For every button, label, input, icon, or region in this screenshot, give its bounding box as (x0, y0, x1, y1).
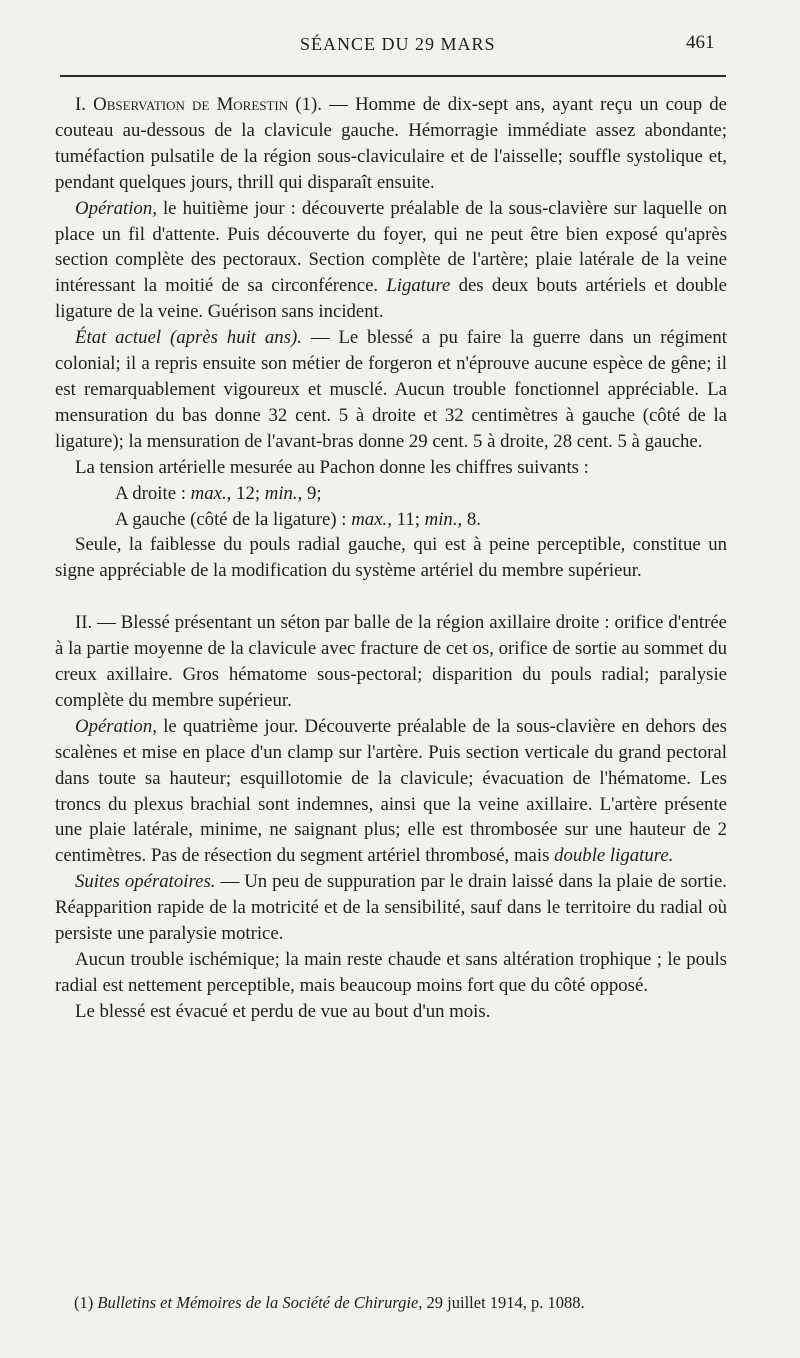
case2-operation-end: double ligature. (554, 845, 674, 867)
case2-suites (55, 869, 727, 947)
case2-evacuated: Le blessé est évacué et perdu de vue au bout d'un mois. (75, 1000, 491, 1022)
case1-operation-label: Opération, (75, 197, 157, 219)
section-gap (55, 584, 727, 610)
left-label: A gauche (côté de la ligature) : (115, 508, 347, 530)
left-min-value: 8. (466, 508, 481, 530)
case1-state (55, 325, 727, 455)
right-label: A droite : (115, 482, 186, 504)
page-number: 461 (686, 32, 715, 53)
header-rule (60, 75, 726, 77)
body-text (55, 92, 727, 1025)
case2-suites-text: — Un peu de suppuration par le drain laissé dans la plaie de sortie. Réapparition rapide de la motricité et de la sensibilité, sauf dans le territoire du radial où persiste une paralysie motrice. (55, 871, 728, 945)
footnote-marker: (1) (74, 1293, 94, 1312)
right-min-label: min., (264, 482, 303, 504)
right-max-label: max., (190, 482, 232, 504)
left-min-label: min., (424, 508, 463, 530)
case1-intro-text: — Homme de dix-sept ans, ayant reçu un coup de couteau au-dessous de la clavicule gauche. Hémorragie immédiate assez abondante; tuméfaction pulsatile de la région sous-claviculaire et de l'aisselle; souffle systolique et, pendant quelques jours, thrill qui disparaît ensuite. (55, 94, 727, 193)
case1-tension-intro: La tension artérielle mesurée au Pachon donne les chiffres suivants : (75, 456, 589, 478)
footnote (74, 1292, 734, 1314)
case1-footnote-ref: (1). (295, 94, 322, 115)
case1-tension-right (55, 481, 727, 507)
left-max-value: 11; (396, 508, 420, 530)
case1-state-label: État actuel (75, 327, 162, 349)
case2-suites-label: Suites opératoires. (75, 871, 216, 893)
case1-operation-text-2: des deux bouts artériels et double ligature de la veine. Guérison sans incident. (55, 275, 727, 323)
case1-conclusion: Seule, la faiblesse du pouls radial gauche, qui est à peine perceptible, constitue un signe appréciable de la modification du système artériel du membre supérieur. (55, 534, 727, 582)
case1-tension-left (55, 507, 727, 533)
case2-operation-text: le quatrième jour. Découverte préalable de la sous-clavière en dehors des scalènes et mise en place d'un clamp sur l'artère. Puis section verticale du grand pectoral dans toute sa hauteur; esquillotomie de la clavicule; évacuation de l'hématome. Les troncs du plexus brachial sont indemnes, ainsi que la veine axillaire. L'artère présente une plaie latérale, minime, ne saignant plus; elle est thrombosée sur une hauteur de 2 centimètres. Pas de résection du segment artériel thrombosé, mais (55, 715, 727, 867)
running-head (0, 30, 800, 60)
case1-heading-num: I. (75, 94, 86, 115)
right-min-value: 9; (307, 482, 322, 504)
footnote-details: 29 juillet 1914, p. 1088. (426, 1293, 585, 1312)
running-title: SÉANCE DU 29 MARS (300, 34, 496, 54)
case2-intro: II. — Blessé présentant un séton par balle de la région axillaire droite : orifice d'entrée à la partie moyenne de la clavicule avec fracture de cet os, orifice de sortie au sommet du creux axillaire. Gros hématome sous-pectoral; disparition du pouls radial; paralysie complète du membre supérieur. (55, 612, 727, 711)
case1-heading: Observation de Morestin (93, 94, 289, 115)
footnote-journal: Bulletins et Mémoires de la Société de Chirurgie, (97, 1293, 423, 1312)
case2-operation-label: Opération, (75, 715, 157, 737)
case1-operation (55, 196, 727, 326)
case1-state-paren: (après huit ans). (169, 327, 302, 349)
case1-ligature-label: Ligature (386, 275, 451, 297)
case1-state-text: — Le blessé a pu faire la guerre dans un régiment colonial; il a repris ensuite son métier de forgeron et n'éprouve aucune espèce de gêne; il est remarquablement vigoureux et musclé. Aucun trouble fonctionnel appréciable. La mensuration du bas donne 32 cent. 5 à droite et 32 centimètres à gauche (côté de la ligature); la mensuration de l'avant-bras donne 29 cent. 5 à droite, 28 cent. 5 à gauche. (55, 327, 727, 452)
case1-operation-text-1: le huitième jour : découverte préalable de la sous-clavière sur laquelle on place un fil d'attente. Puis découverte du foyer, qui ne peut être bien exposé qu'après section complète des pectoraux. Section complète de l'artère; plaie latérale de la veine intéressant la moitié de sa circonférence. (55, 197, 728, 297)
case2-operation (55, 714, 727, 869)
case2-no-trouble: Aucun trouble ischémique; la main reste chaude et sans altération trophique ; le pouls radial est nettement perceptible, mais beaucoup moins fort que du côté opposé. (55, 949, 727, 996)
left-max-label: max., (351, 508, 392, 530)
right-max-value: 12; (236, 482, 261, 504)
case1-intro (55, 92, 727, 196)
